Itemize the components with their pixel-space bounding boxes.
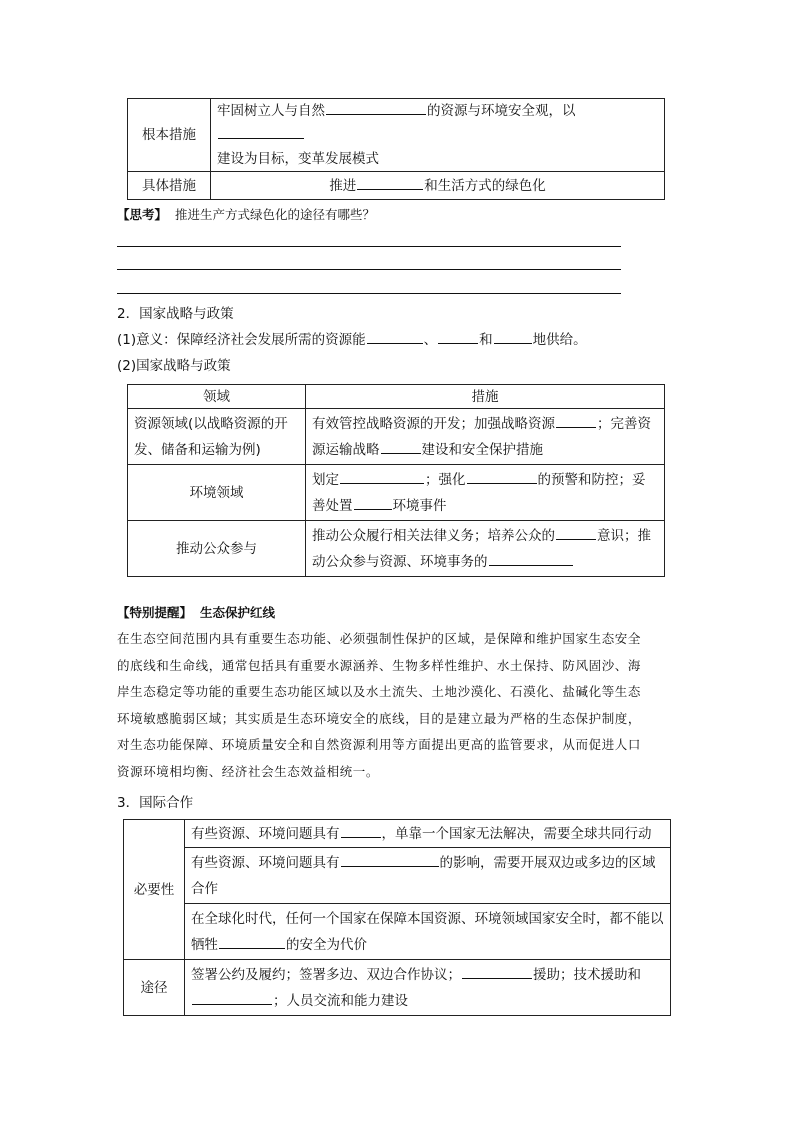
blank[interactable]	[467, 469, 537, 484]
blank[interactable]	[341, 852, 439, 867]
measures-table	[127, 98, 665, 200]
necessity-label: 必要性	[124, 820, 185, 960]
blank[interactable]	[357, 175, 423, 190]
resource-field: 资源领域(以战略资源的开发、储备和运输为例)	[128, 409, 306, 465]
reminder-heading: 【特别提醒】 生态保护红线	[117, 605, 275, 620]
cooperation-table	[123, 819, 671, 1016]
public-measures: 推动公众履行相关法律义务；培养公众的 意识；推动公众参与资源、环境事务的	[306, 521, 665, 577]
specific-measures-content: 推进 和生活方式的绿色化	[211, 172, 665, 200]
resource-measures: 有效管控战略资源的开发；加强战略资源 ；完善资源运输战略 建设和安全保护措施	[306, 409, 665, 465]
blank[interactable]	[192, 990, 272, 1005]
environment-field: 环境领域	[128, 465, 306, 521]
root-measures-content: 牢固树立人与自然 的资源与环境安全观，以 建设为目标，变革发展模式	[211, 99, 665, 172]
think-prompt: 【思考】 推进生产方式绿色化的途径有哪些？	[117, 207, 375, 222]
environment-measures: 划定 ；强化 的预警和防控；妥善处置 环境事件	[306, 465, 665, 521]
blank[interactable]	[556, 525, 596, 540]
answer-line[interactable]	[117, 246, 621, 247]
blank[interactable]	[462, 964, 532, 979]
blank[interactable]	[556, 413, 596, 428]
necessity-1: 有些资源、环境问题具有 ，单靠一个国家无法解决，需要全球共同行动	[185, 820, 671, 848]
public-field: 推动公众参与	[128, 521, 306, 577]
header-measures: 措施	[306, 385, 665, 409]
blank[interactable]	[438, 329, 478, 344]
blank[interactable]	[494, 329, 532, 344]
header-field: 领域	[128, 385, 306, 409]
blank[interactable]	[489, 551, 573, 566]
strategy-table	[127, 384, 665, 577]
blank[interactable]	[219, 934, 285, 949]
blank[interactable]	[367, 329, 423, 344]
necessity-3: 在全球化时代，任何一个国家在保障本国资源、环境领域国家安全时，都不能以牺牲 的安全为代价	[185, 904, 671, 960]
answer-line[interactable]	[117, 293, 621, 294]
significance-line: (1)意义：保障经济社会发展所需的资源能 、 和 地供给。	[117, 327, 587, 353]
section-2-title: 2．国家战略与政策	[117, 306, 234, 322]
blank[interactable]	[381, 439, 421, 454]
specific-measures-label: 具体措施	[128, 172, 211, 200]
blank[interactable]	[340, 469, 424, 484]
section-3-title: 3．国际合作	[117, 795, 194, 811]
root-measures-label: 根本措施	[128, 99, 211, 172]
blank[interactable]	[354, 495, 392, 510]
approach-content: 签署公约及履约；签署多边、双边合作协议； 援助；技术援助和 ；人员交流和能力建设	[185, 960, 671, 1016]
blank[interactable]	[326, 100, 426, 115]
section-2-subtitle: (2)国家战略与政策	[117, 358, 231, 374]
necessity-2: 有些资源、环境问题具有 的影响，需要开展双边或多边的区域合作	[185, 848, 671, 904]
answer-line[interactable]	[117, 269, 621, 270]
blank[interactable]	[341, 823, 381, 838]
blank[interactable]	[218, 124, 304, 139]
reminder-body: 在生态空间范围内具有重要生态功能、必须强制性保护的区域，是保障和维护国家生态安全 的底线和生命线，通常包括具有重要水源涵养、生物多样性维护、水土保持、防风固沙、海 岸生态稳定等功能的重要生态功能区域以及水土流失、土地沙漠化、石漠化、盐碱化等生态 环境敏感脆弱区域；其实质是生态环境安全的底线，目的是建立最为严格的生态保护制度， 对生态功能保障、环境质量安全和自然资源利用等方面提出更高的监管要求，从而促进人口 资源环境相均衡、经济社会生态效益相统一。	[117, 631, 642, 779]
approach-label: 途径	[124, 960, 185, 1016]
